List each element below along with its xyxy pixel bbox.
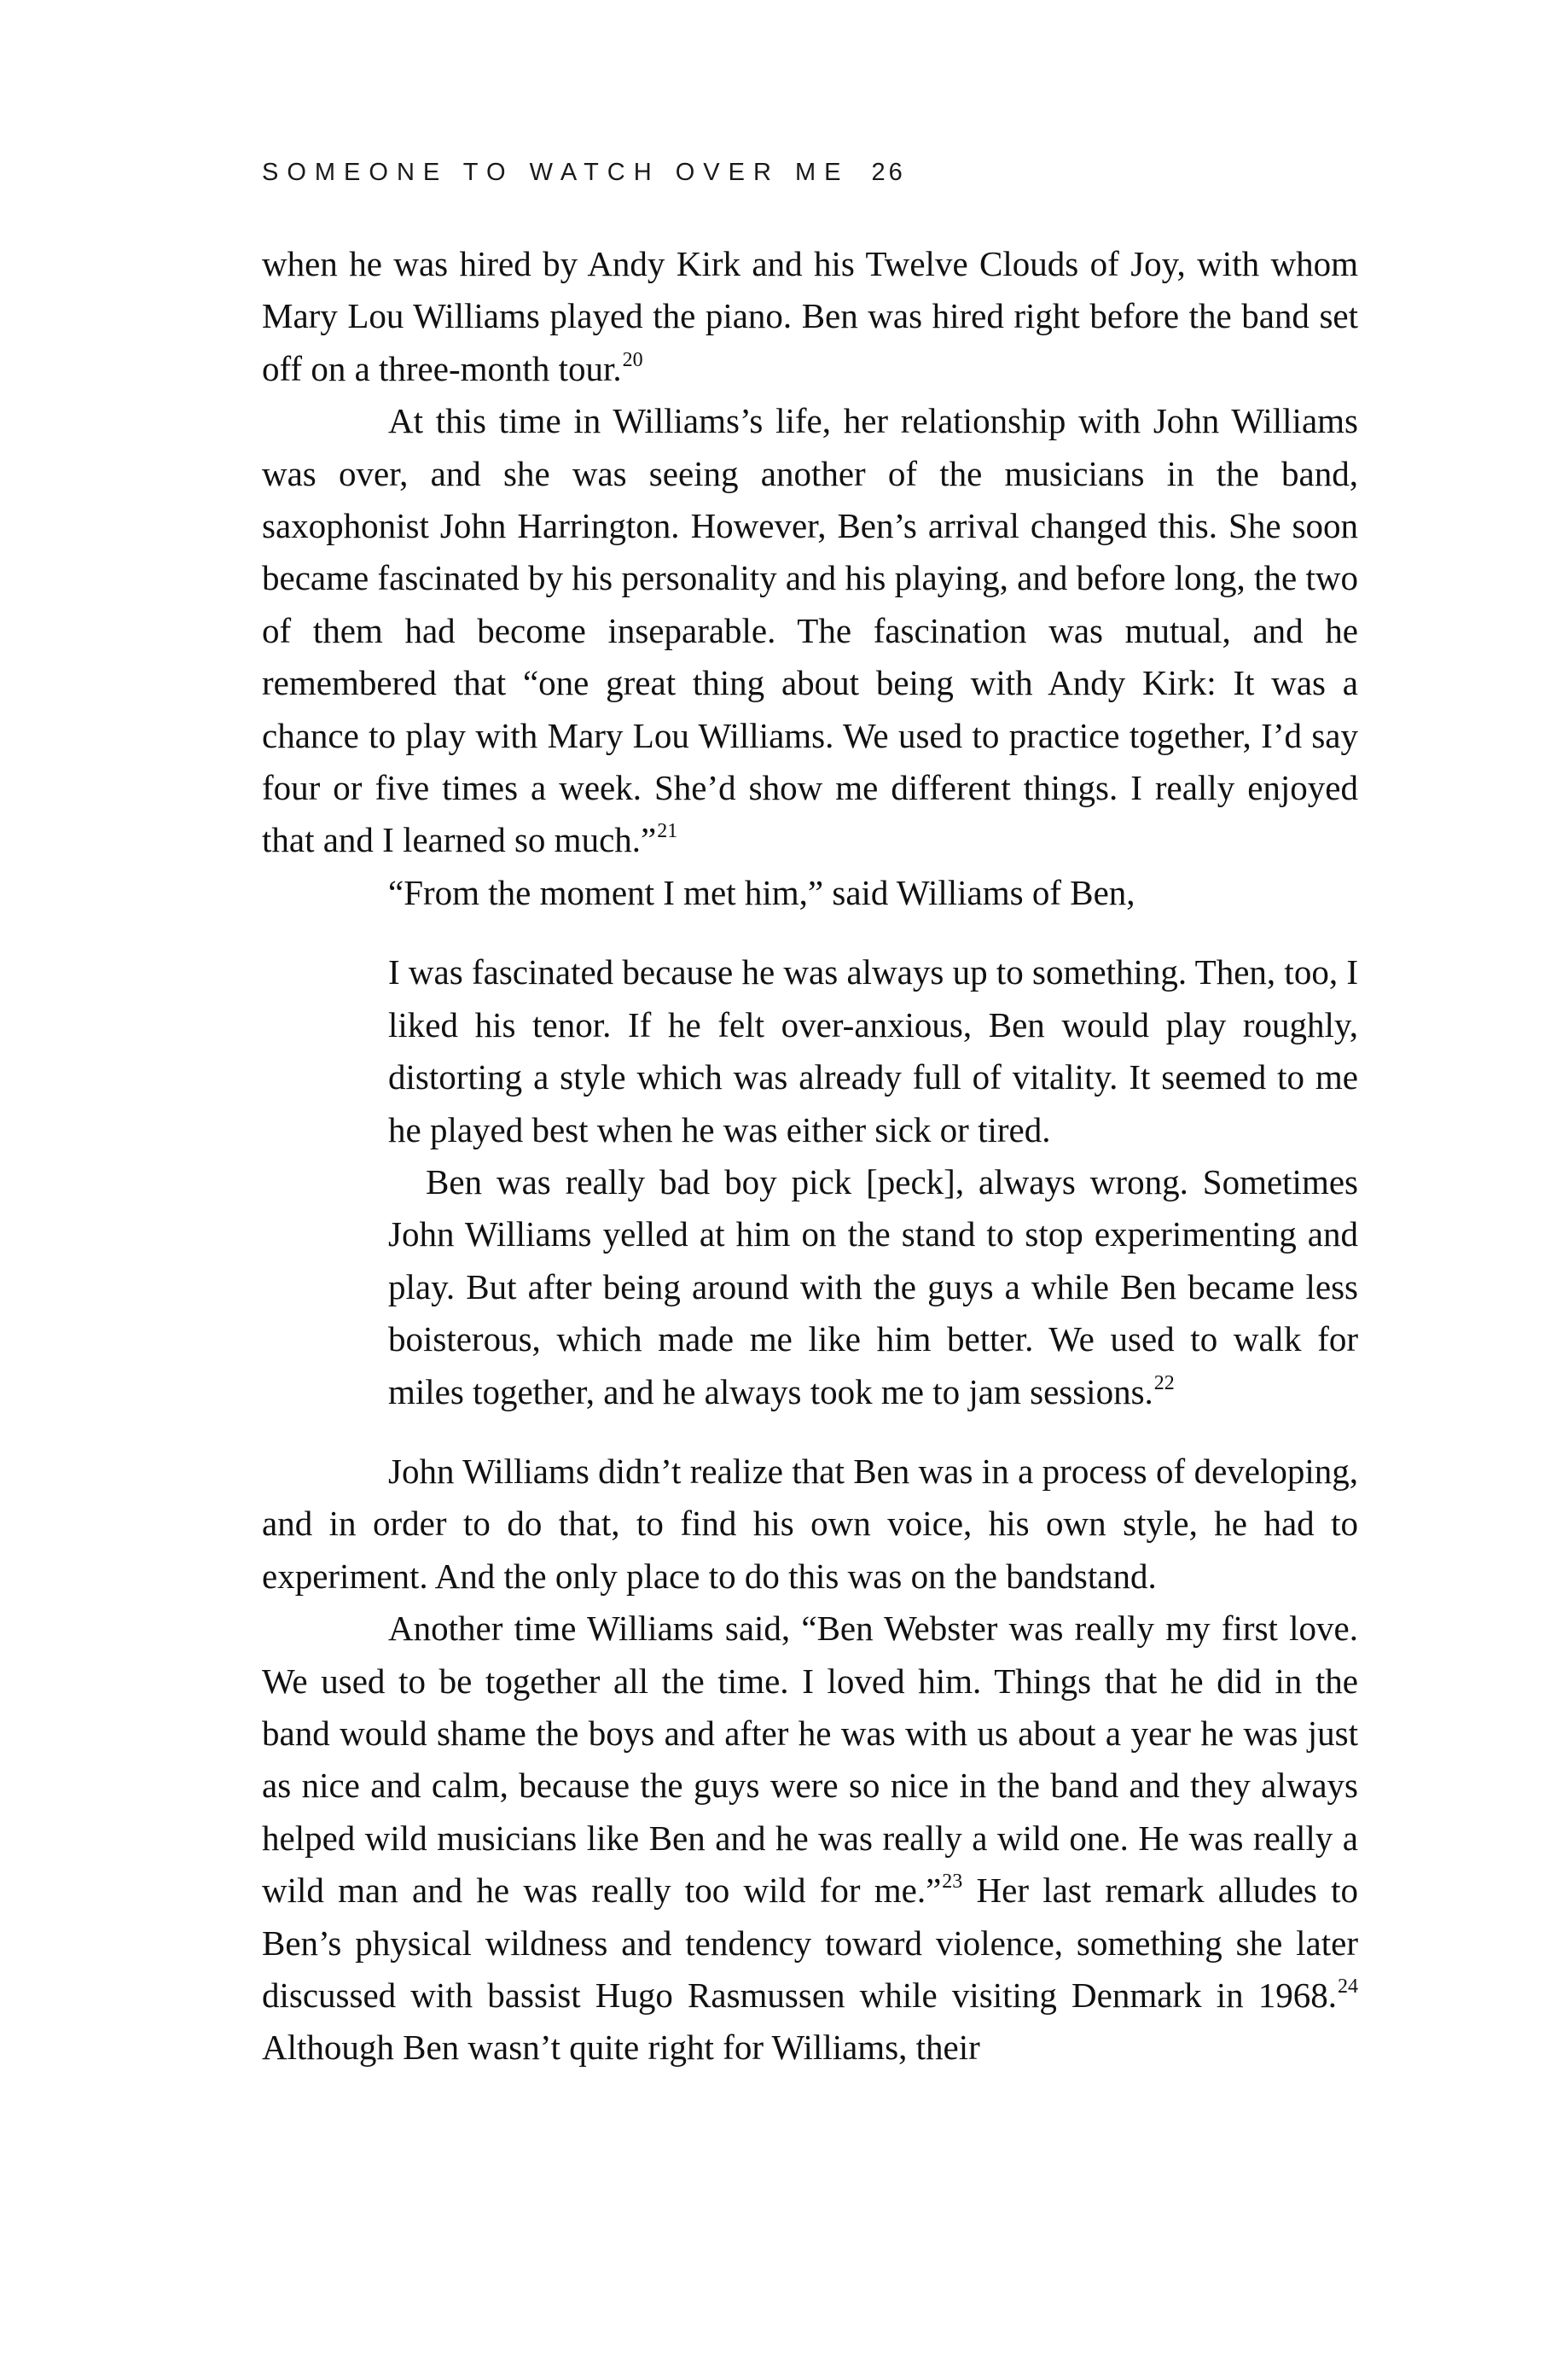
footnote-ref-21: 21 bbox=[657, 820, 678, 843]
footnote-ref-22: 22 bbox=[1153, 1371, 1175, 1394]
paragraph-text: “From the moment I met him,” said Williams of Ben, bbox=[388, 872, 1135, 912]
quote-text: Ben was really bad boy pick [peck], always wrong. Sometimes John Williams yelled at him on the stand to stop experimenting and play. But after being around with the guys a while Ben became less boisterous, which made me like him better. We used to walk for miles together, and he always took me to jam sessions. bbox=[388, 1161, 1358, 1411]
body-text bbox=[262, 238, 1358, 2074]
quote-paragraph-2 bbox=[388, 1156, 1358, 1418]
page-number: 26 bbox=[871, 159, 906, 186]
paragraph-4 bbox=[262, 1446, 1358, 1603]
paragraph-text: Her last remark alludes to Ben’s physical wildness and tendency toward violence, something she later discussed with bassist Hugo Rasmussen while visiting Denmark in 1968. bbox=[262, 1871, 1358, 2015]
paragraph-text: Although Ben wasn’t quite right for Williams, their bbox=[262, 2028, 980, 2068]
paragraph-3 bbox=[262, 867, 1358, 919]
footnote-ref-24: 24 bbox=[1338, 1975, 1358, 1998]
footnote-ref-20: 20 bbox=[622, 348, 643, 371]
paragraph-5 bbox=[262, 1603, 1358, 2074]
paragraph-text: At this time in Williams’s life, her relationship with John Williams was over, and she was seeing another of the musicians in the band, saxophonist John Harrington. However, Ben’s arrival changed this. She soon became fascinated by his personality and his playing, and before long, the two of them had become inseparable. The fascination was mutual, and he remembered that “one great thing about being with Andy Kirk: It was a chance to play with Mary Lou Williams. We used to practice together, I’d say four or five times a week. She’d show me different things. I really enjoyed that and I learned so much.” bbox=[262, 401, 1358, 860]
quote-paragraph-1 bbox=[388, 946, 1358, 1156]
paragraph-text: when he was hired by Andy Kirk and his Twelve Clouds of Joy, with whom Mary Lou Williams played the piano. Ben was hired right before the band set off on a three-month tour. bbox=[262, 244, 1358, 388]
paragraph-1 bbox=[262, 238, 1358, 395]
block-quote bbox=[388, 946, 1358, 1418]
running-title: SOMEONE TO WATCH OVER ME bbox=[262, 159, 850, 186]
running-head bbox=[262, 152, 1371, 193]
paragraph-text: Another time Williams said, “Ben Webster was really my first love. We used to be together all the time. I loved him. Things that he did in the band would shame the boys and after he was with us about a year he was just as nice and calm, because the guys were so nice in the band and they always helped wild musicians like Ben and he was really a wild one. He was really a wild man and he was really too wild for me.” bbox=[262, 1609, 1358, 1911]
paragraph-2 bbox=[262, 395, 1358, 867]
quote-text: I was fascinated because he was always up to something. Then, too, I liked his tenor. If he felt over-anxious, Ben would play roughly, distorting a style which was already full of vitality. It seemed to me he played best when he was either sick or tired. bbox=[388, 952, 1358, 1149]
footnote-ref-23: 23 bbox=[942, 1871, 963, 1894]
paragraph-text: John Williams didn’t realize that Ben was in a process of developing, and in order to do that, to find his own voice, his own style, he had to experiment. And the only place to do this was on the bandstand. bbox=[262, 1451, 1358, 1596]
